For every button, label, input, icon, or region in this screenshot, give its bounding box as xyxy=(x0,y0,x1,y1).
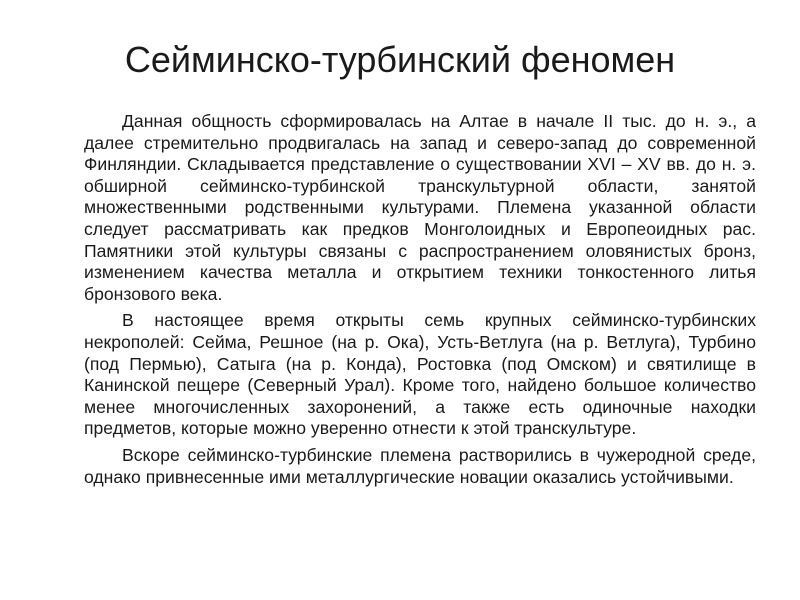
slide-title: Сейминско-турбинский феномен xyxy=(124,39,676,80)
paragraph-necropolises: В настоящее время открыты семь крупных сейминско-турбинских некрополей: Сейма, Решное (на р. Ока), Усть-Ветлуга (на р. Ветлуга), Турбино (под Пермью), Сатыга (на р. Конда), Ростовка (под Омском) и святилище в Канинской пещере (Северный Урал). Кроме того, найдено большое количество менее многочисленных захоронений, а также есть одиночные находки предметов, которые можно уверенно отнести к этой транскультуре. xyxy=(84,310,756,439)
paragraph-origin: Данная общность сформировалась на Алтае в начале II тыс. до н. э., а далее стремительно продвигалась на запад и северо-запад до современной Финляндии. Складывается представление о существовании XVI – XV вв. до н. э. обширной сейминско-турбинской транскультурной области, занятой множественными родственными культурами. Племена указанной области следует рассматривать как предков Монголоидных и Европеоидных рас. Памятники этой культуры связаны с распространением оловянистых бронз, изменением качества металла и открытием техники тонкостенного литья бронзового века. xyxy=(84,111,756,304)
paragraph-dissolution: Вскоре сейминско-турбинские племена растворились в чужеродной среде, однако привнесенные ими металлургические новации оказались устойчивыми. xyxy=(84,444,756,487)
slide-body xyxy=(84,111,756,493)
